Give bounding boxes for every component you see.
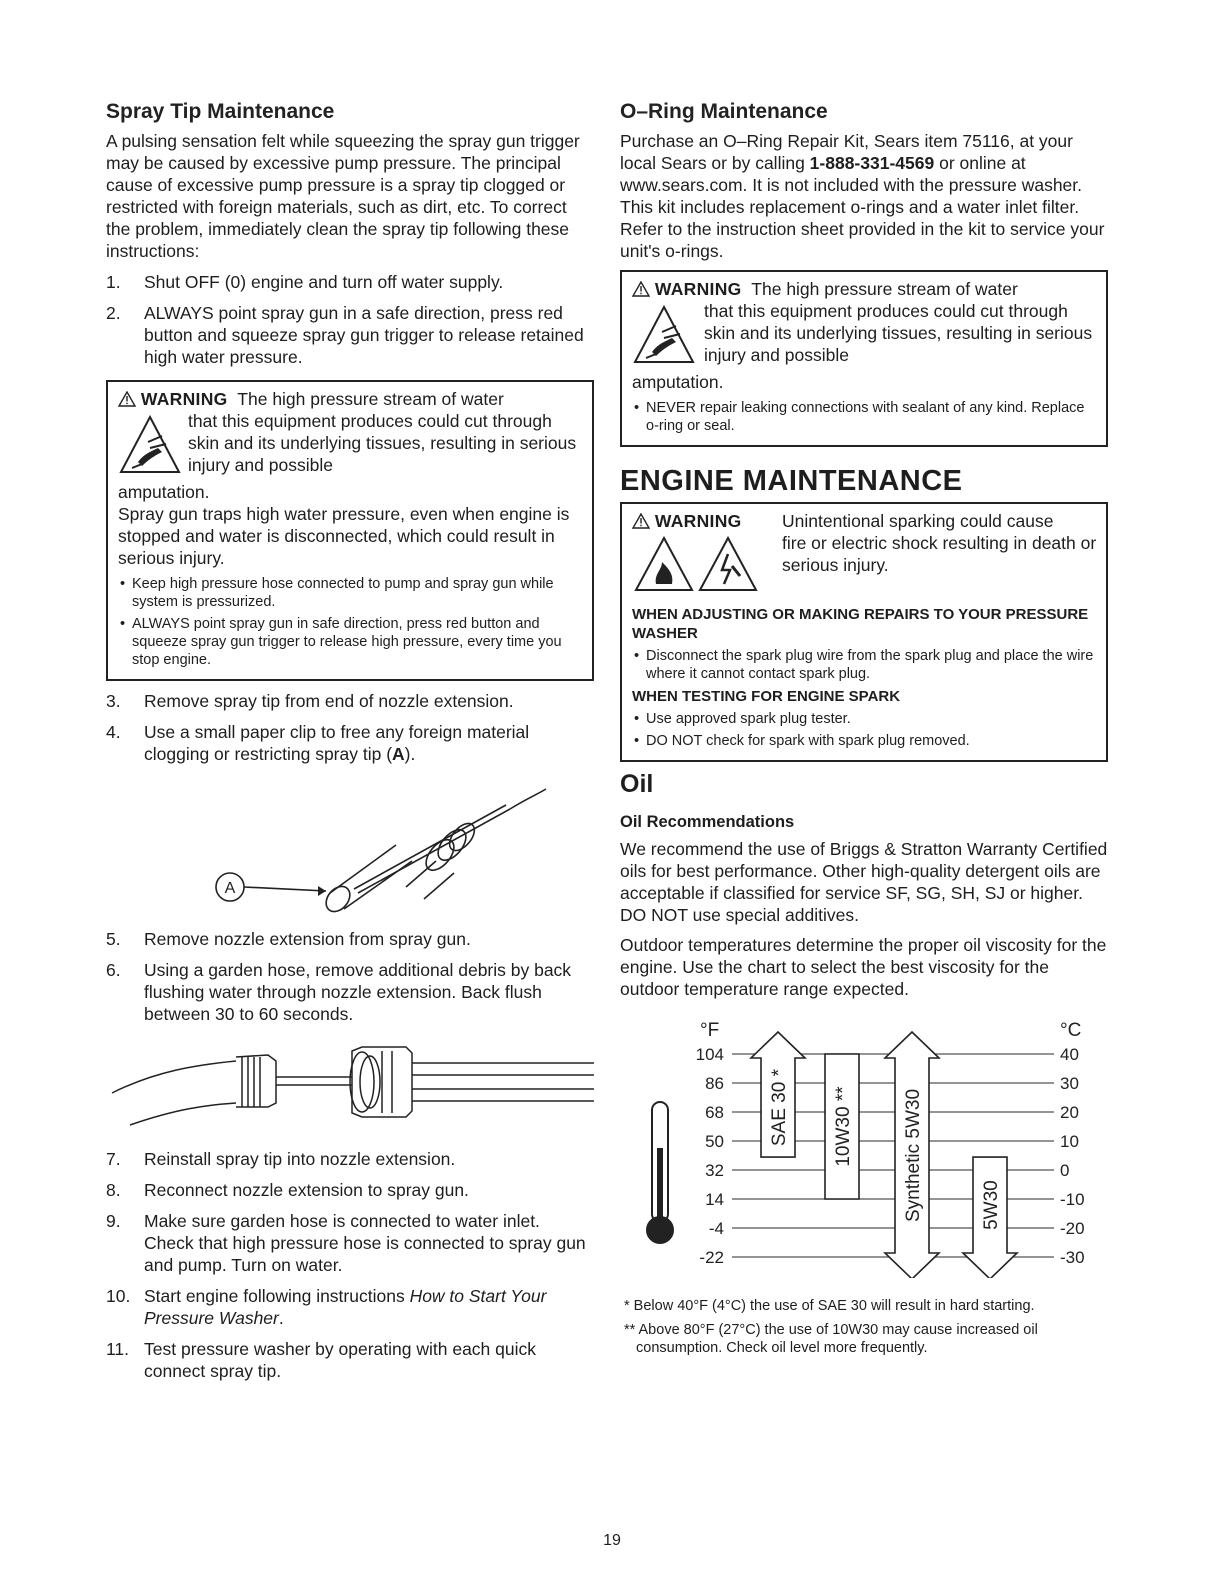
note-10w30: ** Above 80°F (27°C) the use of 10W30 may cause increased oil consumption. Check oil level more frequently. <box>624 1322 1038 1356</box>
warning-bullet: • Keep high pressure hose connected to pump and spray gun while system is pressurized. <box>118 575 584 611</box>
warning-bullets <box>632 710 1098 750</box>
oring-title: O–Ring Maintenance <box>620 100 828 123</box>
step-1: 1. Shut OFF (0) engine and turn off water supply. <box>106 272 504 292</box>
fahrenheit-tick-label: 32 <box>705 1161 724 1180</box>
note-sae30: * Below 40°F (4°C) the use of SAE 30 will result in hard starting. <box>624 1298 1035 1314</box>
step-6: 6. Using a garden hose, remove additional debris by back flushing water through nozzle extension. Back flush between 30 to 60 seconds. <box>106 960 572 1024</box>
fahrenheit-tick-label: 86 <box>705 1074 724 1093</box>
fahrenheit-tick-label: 68 <box>705 1103 724 1122</box>
celsius-tick-label: 40 <box>1060 1045 1079 1064</box>
oring-text: Purchase an O–Ring Repair Kit, Sears item 75116, at your local Sears or by calling 1-888-331-4569 or online at www.sears.com. It is not included with the pressure washer. This kit includes replacement o-rings and a water inlet filter. Refer to the instruction sheet provided in the kit to service your unit's o-rings. <box>620 131 1105 261</box>
viscosity-chart-svg <box>620 1008 1108 1278</box>
oil-title: Oil <box>620 770 654 798</box>
fahrenheit-tick-label: 14 <box>705 1190 724 1209</box>
step-8: 8. Reconnect nozzle extension to spray gun. <box>106 1180 469 1200</box>
fahrenheit-tick-label: 50 <box>705 1132 724 1151</box>
alert-triangle-icon <box>632 281 650 297</box>
oil-paragraph-2: Outdoor temperatures determine the proper oil viscosity for the engine. Use the chart to select the best viscosity for the outdoor temperature range expected. <box>620 935 1107 999</box>
step-4: 4. Use a small paper clip to free any foreign material clogging or restricting spray tip (A). <box>106 722 530 764</box>
oil-band-label: 10W30 ** <box>833 1086 854 1167</box>
high-pressure-cut-icon <box>632 304 696 366</box>
celsius-tick-label: 0 <box>1060 1161 1070 1180</box>
oil-paragraph-1: We recommend the use of Briggs & Stratton Warranty Certified oils for best performance. Other high-quality detergent oils are acceptable if classified for service SF, SG, SH, SJ or higher. DO NOT use special additives. <box>620 839 1108 925</box>
warning-bullet: • ALWAYS point spray gun in safe direction, press red button and squeeze spray gun trigger to release high pressure, every time you stop engine. <box>118 615 584 669</box>
steps-list-b <box>106 690 594 765</box>
unit-fahrenheit: °F <box>700 1020 720 1041</box>
warning-bullets <box>632 399 1098 435</box>
spray-tip-title: Spray Tip Maintenance <box>106 100 335 123</box>
celsius-tick-label: -20 <box>1060 1219 1085 1238</box>
caps-heading-spark: WHEN TESTING FOR ENGINE SPARK <box>632 688 901 705</box>
alert-triangle-icon <box>632 513 650 529</box>
spray-tip-intro: A pulsing sensation felt while squeezing the spray gun trigger may be caused by excessive pump pressure. The principal cause of excessive pump pressure is a spray tip clogged or restricted with foreign materials, such as dirt, etc. To correct the problem, immediately clean the spray tip following these instructions: <box>106 131 580 261</box>
unit-celsius: °C <box>1060 1020 1082 1041</box>
steps-list-c <box>106 928 594 1025</box>
viscosity-chart <box>620 1008 1108 1283</box>
step-7: 7. Reinstall spray tip into nozzle extension. <box>106 1149 456 1169</box>
page-number: 19 <box>603 1532 621 1549</box>
hose-illustration <box>106 1031 594 1139</box>
hose-nozzle-drawing <box>106 1031 594 1139</box>
high-pressure-cut-icon <box>118 414 182 476</box>
step-10: 10. Start engine following instructions How to Start Your Pressure Washer. <box>106 1286 547 1328</box>
thermometer-icon <box>647 1102 673 1243</box>
celsius-tick-label: 10 <box>1060 1132 1079 1151</box>
warning-box-spray: WARNING The high pressure stream of water that this equipment produces could cut through skin and its underlying tissues, resulting in serious injury and possible amputation. Spray gun traps high water pressure, even when engine is stopped and water is disconnected, which could result in serious injury. • Keep high pressure hose connected to pump and spray gun while system is pressurized. • ALWAYS point spray gun in safe direction, press red button and squeeze spray gun trigger to release high pressure, every time you stop engine. <box>106 380 594 681</box>
oil-band-label: 5W30 <box>981 1180 1002 1230</box>
steps-list-a <box>106 271 594 368</box>
warning-bullet: • DO NOT check for spark with spark plug removed. <box>632 732 1098 750</box>
left-column <box>106 100 594 1382</box>
alert-triangle-icon <box>118 391 136 407</box>
caps-heading-repairs: WHEN ADJUSTING OR MAKING REPAIRS TO YOUR PRESSURE WASHER <box>632 606 1089 642</box>
oil-band-label: Synthetic 5W30 <box>903 1088 924 1223</box>
fahrenheit-tick-label: 104 <box>695 1045 724 1064</box>
spray-tip-drawing <box>106 769 586 919</box>
warning-label: WARNING <box>654 511 742 531</box>
warning-label: WARNING <box>140 389 228 409</box>
celsius-tick-label: 30 <box>1060 1074 1079 1093</box>
warning-bullets <box>632 647 1098 683</box>
fahrenheit-tick-label: -22 <box>699 1248 724 1267</box>
warning-bullet: • Use approved spark plug tester. <box>632 710 1098 728</box>
spray-tip-illustration <box>106 769 594 919</box>
right-column <box>620 100 1108 1363</box>
chart-notes <box>620 1297 1108 1357</box>
callout-a-label: A <box>224 880 236 897</box>
warning-label: WARNING <box>654 279 742 299</box>
warning-box-oring: WARNING The high pressure stream of water that this equipment produces could cut through skin and its underlying tissues, resulting in serious injury and possible amputation. • NEVER repair leaking connections with sealant of any kind. Replace o-ring or seal. <box>620 270 1108 447</box>
engine-maintenance-title: ENGINE MAINTENANCE <box>620 465 963 497</box>
oil-band-label: SAE 30 * <box>769 1069 790 1147</box>
fahrenheit-tick-label: -4 <box>708 1219 724 1238</box>
celsius-tick-label: -30 <box>1060 1248 1085 1267</box>
celsius-tick-label: 20 <box>1060 1103 1079 1122</box>
phone-number: 1-888-331-4569 <box>809 153 935 173</box>
warning-box-engine: WARNING Unintentional sparking could cause fire or electric shock resulting in death or serious injury. WHEN ADJUSTING OR MAKING REPAIRS TO YOUR PRESSURE WASHER • Disconnect the spark plug wire from the spark plug and place the wire where it cannot contact spark plug. WHEN TESTING FOR ENGINE SPARK • Use approved spark plug tester. • DO NOT check for spark with spark plug removed. <box>620 502 1108 762</box>
step-5: 5. Remove nozzle extension from spray gun. <box>106 929 471 949</box>
warning-bullets <box>118 575 584 669</box>
step-9: 9. Make sure garden hose is connected to water inlet. Check that high pressure hose is connected to spray gun and pump. Turn on water. <box>106 1211 586 1275</box>
step-11: 11. Test pressure washer by operating with each quick connect spray tip. <box>106 1339 537 1381</box>
steps-list-d <box>106 1148 594 1382</box>
step-3: 3. Remove spray tip from end of nozzle extension. <box>106 691 514 711</box>
fire-shock-icons <box>632 532 782 594</box>
step-2: 2. ALWAYS point spray gun in a safe direction, press red button and squeeze spray gun trigger to release retained high water pressure. <box>106 303 584 367</box>
warning-bullet: • NEVER repair leaking connections with sealant of any kind. Replace o-ring or seal. <box>632 399 1098 435</box>
oil-recommendations-title: Oil Recommendations <box>620 813 795 831</box>
celsius-tick-label: -10 <box>1060 1190 1085 1209</box>
warning-bullet: • Disconnect the spark plug wire from the spark plug and place the wire where it cannot contact spark plug. <box>632 647 1098 683</box>
